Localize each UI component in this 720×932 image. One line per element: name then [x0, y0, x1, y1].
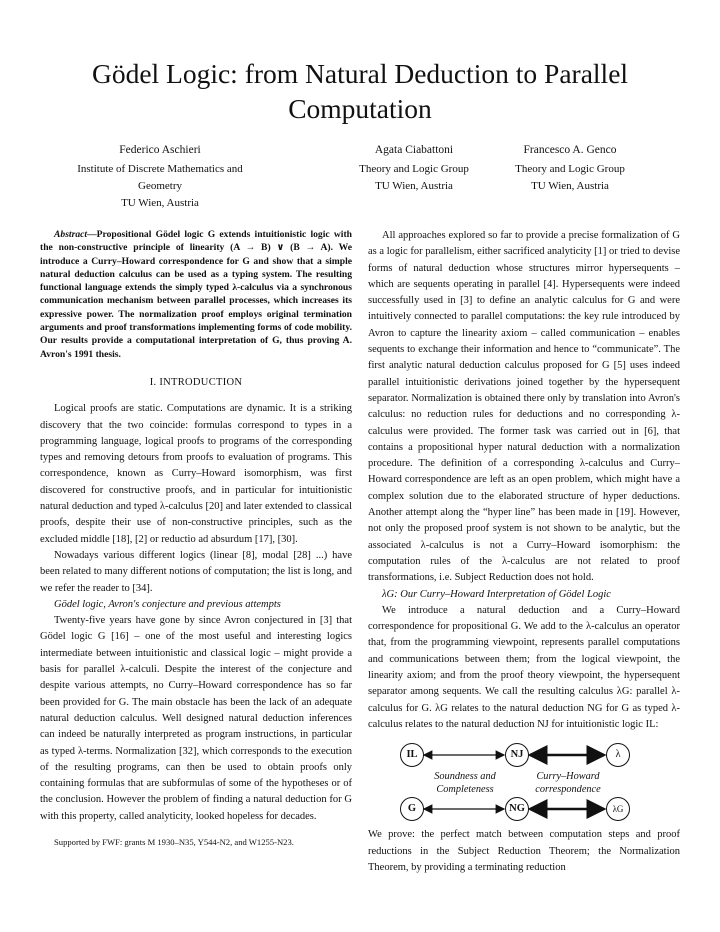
subsection-heading-lambda-g: λG: Our Curry–Howard Interpretation of Gödel Logic — [382, 588, 611, 600]
node-lambda-g: λG — [606, 797, 630, 821]
node-nj: NJ — [505, 743, 529, 767]
label-soundness: Soundness and — [434, 771, 496, 783]
left-column — [40, 228, 352, 825]
author-name: Federico Aschieri — [119, 144, 201, 156]
intro-paragraph-1: Logical proofs are static. Computations are dynamic. It is a striking discovery that the two coincide: formulas correspond to types in a programming language, logical proofs to programs of the corresponding types and removing detours from proofs to evaluation of programs. This correspondence, known as Curry–Howard isomorphism, was first discovered for constructive proofs, and in particular for intuitionistic natural deduction and typed λ-calculus [20] and later extended to classical proofs, despite their use of non-constructive principles, such as the excluded middle [18], [2] or reductio ad absurdum [17], [30]. — [40, 403, 352, 545]
abstract-text: —Propositional Gödel logic G extends intuitionistic logic with the non-constructive principle of linearity (A → B) ∨ (B → A). We introduce a Curry–Howard correspondence for G and show that a simple natural deduction calculus can be used as a typing system. The resulting functional language extends the simply typed λ-calculus via a synchronous communication mechanism between parallel processes, which increases its expressive power. The normalization proof employs original termination arguments and proof transformations implementing forms of code mobility. Our results provide a computational interpretation of G, thus proving A. Avron's 1991 thesis. — [40, 229, 352, 360]
label-curry: Curry–Howard — [536, 771, 600, 783]
node-lambda: λ — [606, 743, 630, 767]
author-location: TU Wien, Austria — [375, 180, 453, 192]
author-location: TU Wien, Austria — [121, 197, 199, 209]
author-name: Francesco A. Genco — [523, 144, 617, 156]
label-curry-howard — [528, 770, 608, 796]
right-paragraph-1: All approaches explored so far to provide a precise formalization of G as a logic for parallelism, either sacrificed analyticity [1] or tried to devise forms of natural deduction whose structures mirror hypersequents – which are sequents operating in parallel [4]. Hypersequents were indeed successfully used in [3] to define an analytic calculus for G and were intuitively connected to parallel computations: the key rule introduced by Avron to capture the linearity axiom – called communication – enables sequents to exchange their information and hence to “communicate”. The first analytic natural deduction calculus proposed for G [5] uses indeed parallel intuitionistic derivations joined together by the hypersequent separator. Normalization is obtained there only by translation into Avron's calculus: no reduction rules for deductions and no corresponding λ-calculus were provided. The former task was carried out in [6], that contains a propositional hyper natural deduction with a normalization procedure. The definition of a corresponding λ-calculus and Curry–Howard correspondence are left as an open problem, which might have a complex solution due to the elaborated structure of hyper deductions. Another attempt along the “hyper line” has been made in [19]. However, not only the proposed proof system is not shown to be analytic, but the associated λ-calculus is not a Curry–Howard isomorphism: the computation rules of the λ-calculus are not related to proof transformations, i.e. Subject Reduction does not hold. — [368, 230, 680, 584]
right-paragraph-2: We introduce a natural deduction and a Curry–Howard correspondence for propositional G. We add to the λ-calculus an operator that, from the programming viewpoint, represents parallel computations and communications between them; from the logical viewpoint, the linearity axiom; and from the proof theory viewpoint, the hypersequent separator among sequents. We call the resulting calculus λG: parallel λ-calculus for G. λG relates to the natural deduction NG for G as typed λ-calculus relates to the natural deduction NJ for intuitionistic logic IL: — [368, 604, 680, 730]
author-location: TU Wien, Austria — [531, 180, 609, 192]
author-3 — [500, 142, 640, 195]
author-affiliation: Theory and Logic Group — [515, 163, 625, 175]
footnote-funding: Supported by FWF: grants M 1930–N35, Y544-N2, and W1255-N23. — [54, 837, 294, 847]
node-il: IL — [400, 743, 424, 767]
author-2 — [344, 142, 484, 195]
label-correspondence: correspondence — [535, 784, 601, 796]
intro-paragraph-2: Nowadays various different logics (linear [8], modal [28] ...) have been related to many different notions of computation; the list is long, and we refer the reader to [34]. — [40, 549, 352, 594]
abstract — [40, 228, 352, 361]
author-name: Agata Ciabattoni — [374, 144, 454, 156]
node-g: G — [400, 797, 424, 821]
intro-paragraph-3: Twenty-five years have gone by since Avron conjectured in [3] that Gödel logic G [16] – one of the most useful and interesting logics intermediate between intuitionistic and classical logic – might provide a basis for parallel λ-calculi. Despite the interest of the conjecture and despite various attempts, no Curry–Howard correspondence has so far been provided for G. The main obstacle has been the lack of an adequate natural deduction calculus. Well designed natural deduction inferences can indeed be naturally interpreted as program instructions, in particular as typed λ-terms. Normalization [32], which corresponds to the execution of the resulting programs, can then be used to obtain proofs only containing formulas that are subformulas of some of the hypotheses or of the conclusion. However the problem of finding a natural deduction for G with this property, called analyticity, looked hopeless for decades. — [40, 615, 352, 822]
section-heading-introduction: I. INTRODUCTION — [149, 376, 243, 388]
node-ng: NG — [505, 797, 529, 821]
correspondence-diagram — [368, 743, 680, 821]
author-1 — [60, 142, 260, 212]
right-paragraph-3: We prove: the perfect match between computation steps and proof reductions in the Subject Reduction Theorem; the Normalization Theorem, by providing a terminating reduction — [368, 829, 680, 873]
label-soundness-completeness — [420, 770, 510, 796]
author-affiliation: Institute of Discrete Mathematics and Geometry — [77, 163, 243, 192]
paper-title: Gödel Logic: from Natural Deduction to Parallel Computation — [91, 58, 629, 124]
right-column — [368, 228, 680, 876]
author-affiliation: Theory and Logic Group — [359, 163, 469, 175]
subsection-heading-godel: Gödel logic, Avron's conjecture and previous attempts — [54, 598, 281, 610]
label-completeness: Completeness — [436, 784, 494, 796]
abstract-label: Abstract — [54, 229, 88, 240]
